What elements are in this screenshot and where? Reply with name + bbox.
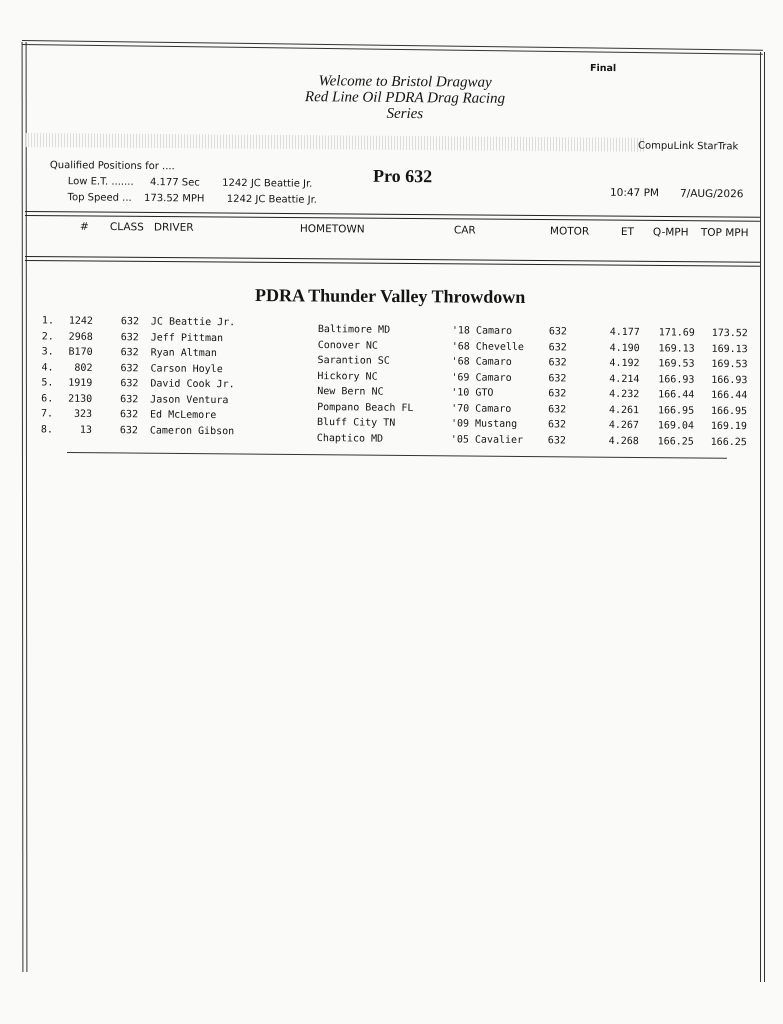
cell-position: 2. xyxy=(41,330,54,343)
welcome-line-2: Red Line Oil PDRA Drag Racing xyxy=(304,89,506,107)
cell-hometown: Sarantion SC xyxy=(317,355,390,367)
cell-top-mph: 166.95 xyxy=(710,405,748,417)
cell-motor: 632 xyxy=(548,341,567,353)
welcome-line-1: Welcome to Bristol Dragway xyxy=(318,73,492,91)
cell-position: 3. xyxy=(41,346,54,358)
column-headers xyxy=(0,220,783,252)
col-header-top-mph: TOP MPH xyxy=(700,226,749,240)
cell-et: 4.177 xyxy=(609,326,640,339)
col-header-class: CLASS xyxy=(109,221,144,234)
col-header-driver: DRIVER xyxy=(153,221,194,234)
cell-number: 1919 xyxy=(68,377,93,389)
cell-qmph: 169.53 xyxy=(658,358,695,370)
qualified-heading: Qualified Positions for .... xyxy=(49,159,175,173)
cell-et: 4.232 xyxy=(609,388,640,401)
cell-motor: 632 xyxy=(548,326,567,338)
cell-et: 4.268 xyxy=(608,435,639,447)
cell-class: 632 xyxy=(119,424,139,436)
qualified-summary xyxy=(49,158,317,209)
low-et-value: 4.177 Sec xyxy=(149,177,200,189)
cell-qmph: 171.69 xyxy=(658,327,695,339)
cell-hometown: Chaptico MD xyxy=(316,432,384,445)
cell-motor: 632 xyxy=(548,372,567,384)
header-rule-bottom xyxy=(25,256,760,267)
cell-class: 632 xyxy=(120,378,139,390)
cell-top-mph: 169.13 xyxy=(711,343,748,355)
cell-car: '09 Mustang xyxy=(450,418,518,430)
col-header-motor: MOTOR xyxy=(549,225,590,238)
welcome-banner xyxy=(280,73,530,123)
cell-driver: Cameron Gibson xyxy=(149,424,235,437)
top-speed-label: Top Speed ... xyxy=(67,192,132,204)
cell-top-mph: 173.52 xyxy=(711,327,748,340)
cell-class: 632 xyxy=(120,362,139,374)
results-bottom-rule xyxy=(67,452,727,459)
cell-hometown: Bluff City TN xyxy=(316,417,396,429)
print-time: 10:47 PM xyxy=(609,186,660,200)
cell-car: '18 Camaro xyxy=(451,325,513,337)
cell-et: 4.190 xyxy=(609,342,640,354)
cell-hometown: New Bern NC xyxy=(317,386,384,398)
top-speed-driver: JC Beattie Jr. xyxy=(255,194,318,206)
col-header-hometown: HOMETOWN xyxy=(299,222,365,236)
cell-qmph: 166.44 xyxy=(658,389,695,401)
cell-hometown: Hickory NC xyxy=(317,370,378,383)
event-title: PDRA Thunder Valley Throwdown xyxy=(254,285,526,307)
cell-et: 4.267 xyxy=(608,419,640,432)
page-border-left xyxy=(22,42,28,972)
cell-driver: Carson Hoyle xyxy=(150,362,223,375)
cell-number: 2130 xyxy=(68,393,93,405)
cell-position: 7. xyxy=(40,408,54,420)
cell-motor: 632 xyxy=(547,434,566,446)
cell-driver: Jeff Pittman xyxy=(150,331,224,344)
cell-et: 4.192 xyxy=(609,357,640,370)
page-border-right xyxy=(760,52,765,982)
cell-driver: Jason Ventura xyxy=(150,393,229,406)
cell-qmph: 169.04 xyxy=(657,420,695,432)
cell-number: 13 xyxy=(79,424,92,436)
print-date: 7/AUG/2026 xyxy=(679,187,744,201)
cell-class: 632 xyxy=(119,409,139,421)
header-rule-top xyxy=(25,211,760,222)
cell-hometown: Pompano Beach FL xyxy=(317,401,414,414)
cell-position: 1. xyxy=(41,315,55,327)
col-header-qmph: Q-MPH xyxy=(652,226,689,239)
cell-top-mph: 169.53 xyxy=(711,358,748,371)
col-header-et: ET xyxy=(620,225,635,239)
cell-driver: Ed McLemore xyxy=(149,409,217,422)
cell-car: '69 Camaro xyxy=(451,371,512,384)
status-label: Final xyxy=(589,62,617,75)
cell-position: 8. xyxy=(40,423,54,436)
cell-car: '68 Camaro xyxy=(451,356,512,368)
cell-driver: Ryan Altman xyxy=(150,347,217,360)
results-table xyxy=(0,315,783,448)
cell-position: 5. xyxy=(41,377,54,389)
cell-driver: JC Beattie Jr. xyxy=(150,316,236,329)
class-title: Pro 632 xyxy=(372,165,433,187)
cell-qmph: 166.95 xyxy=(657,404,695,417)
low-et-label: Low E.T. ....... xyxy=(67,176,134,188)
cell-motor: 632 xyxy=(548,403,567,415)
page-border-top xyxy=(22,40,763,55)
cell-position: 4. xyxy=(41,361,54,374)
dither-band xyxy=(25,133,645,152)
cell-top-mph: 166.25 xyxy=(710,436,747,448)
cell-et: 4.261 xyxy=(608,404,640,416)
low-et-number: 1242 xyxy=(222,177,248,190)
col-header-number: # xyxy=(79,220,89,233)
top-speed-number: 1242 xyxy=(226,193,253,206)
top-speed-value: 173.52 MPH xyxy=(144,192,205,205)
cell-top-mph: 166.44 xyxy=(711,389,748,402)
low-et-driver: JC Beattie Jr. xyxy=(250,178,313,190)
cell-qmph: 169.13 xyxy=(658,342,695,355)
cell-motor: 632 xyxy=(548,357,567,369)
cell-car: '05 Cavalier xyxy=(450,433,524,446)
cell-class: 632 xyxy=(120,393,139,405)
cell-et: 4.214 xyxy=(609,373,640,385)
cell-number: 802 xyxy=(74,362,93,374)
cell-top-mph: 169.19 xyxy=(710,420,748,433)
cell-motor: 632 xyxy=(548,388,567,400)
cell-car: '70 Camaro xyxy=(451,402,512,415)
cell-driver: David Cook Jr. xyxy=(150,378,235,391)
cell-class: 632 xyxy=(120,331,139,343)
cell-position: 6. xyxy=(41,392,54,405)
cell-qmph: 166.25 xyxy=(657,435,694,448)
cell-top-mph: 166.93 xyxy=(711,374,748,386)
cell-car: '10 GTO xyxy=(451,387,494,399)
cell-hometown: Conover NC xyxy=(317,339,378,352)
cell-class: 632 xyxy=(120,316,140,328)
cell-number: 323 xyxy=(73,408,93,420)
cell-number: 2968 xyxy=(68,331,93,343)
cell-car: '68 Chevelle xyxy=(451,340,525,353)
cell-number: B170 xyxy=(68,346,93,358)
welcome-line-3: Series xyxy=(386,105,424,123)
cell-number: 1242 xyxy=(68,315,93,327)
cell-hometown: Baltimore MD xyxy=(317,324,391,336)
timing-system-label: CompuLink StarTrak xyxy=(637,140,739,153)
cell-motor: 632 xyxy=(547,419,567,431)
col-header-car: CAR xyxy=(453,224,476,237)
cell-class: 632 xyxy=(120,347,139,359)
top-speed-row xyxy=(49,190,317,209)
cell-qmph: 166.93 xyxy=(658,373,695,386)
